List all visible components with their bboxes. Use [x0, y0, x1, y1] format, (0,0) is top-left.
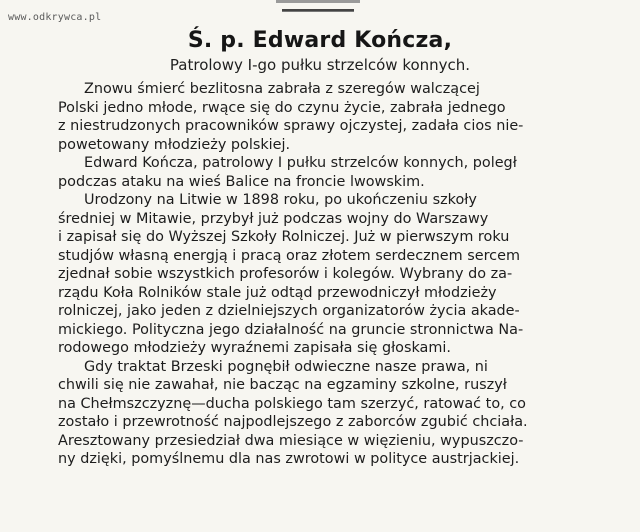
article-line: zjednał sobie wszystkich profesorów i kolegów. Wybrany do za-	[58, 266, 513, 282]
article-line: rolniczej, jako jeden z dzielniejszych organizatorów życia akade-	[58, 303, 520, 319]
article-line: z niestrudzonych pracowników sprawy ojczystej, zadała cios nie-	[58, 118, 524, 134]
article-line: Gdy traktat Brzeski pognębił odwieczne nasze prawa, ni	[84, 358, 488, 375]
article-line: Polski jedno młode, rwące się do czynu życie, zabrała jednego	[58, 99, 506, 116]
article-line: średniej w Mitawie, przybył już podczas wojny do Warszawy	[58, 210, 489, 227]
article-subheading: Patrolowy I-go pułku strzelców konnych.	[169, 56, 471, 74]
article-heading: Ś. p. Edward Kończa,	[187, 28, 453, 53]
article-line: na Chełmszczyznę—ducha polskiego tam szerzyć, ratować to, co	[58, 395, 526, 412]
article-line: ny dzięki, pomyślnemu dla nas zwrotowi w polityce austrjackiej.	[58, 451, 520, 467]
article-line: rodowego młodzieży wyraźnemi zapisała się głoskami.	[58, 340, 451, 356]
article-line: Urodzony na Litwie w 1898 roku, po ukończeniu szkoły	[84, 192, 477, 208]
article-line: studjów własną energją i pracą oraz złotem serdecznem sercem	[58, 247, 520, 264]
article-line: Aresztowany przesiedział dwa miesiące w więzieniu, wypuszczo-	[58, 432, 524, 449]
article-body	[58, 80, 586, 469]
section-divider	[282, 9, 354, 12]
watermark: www.odkrywca.pl	[8, 12, 102, 23]
article-line: Edward Kończa, patrolowy I pułku strzelców konnych, poległ	[84, 155, 517, 171]
article-line: mickiego. Polityczna jego działalność na gruncie stronnictwa Na-	[58, 321, 524, 338]
top-rule	[276, 0, 360, 3]
article-line: rządu Koła Rolników stale już odtąd przewodniczył młodzieży	[58, 284, 497, 301]
article-line: podczas ataku na wieś Balice na froncie lwowskim.	[58, 173, 425, 190]
article-line: Znowu śmierć bezlitosna zabrała z szeregów walczącej	[84, 81, 480, 97]
article-line: powetowany młodzieży polskiej.	[58, 136, 291, 153]
article-line: i zapisał się do Wyższej Szkoły Rolniczej. Już w pierwszym roku	[58, 229, 510, 245]
article-line: chwili się nie zawahał, nie bacząc na egzaminy szkolne, ruszył	[58, 377, 507, 393]
article-line: zostało i przewrotność najpodlejszego z zaborców zgubić chciała.	[58, 414, 528, 430]
